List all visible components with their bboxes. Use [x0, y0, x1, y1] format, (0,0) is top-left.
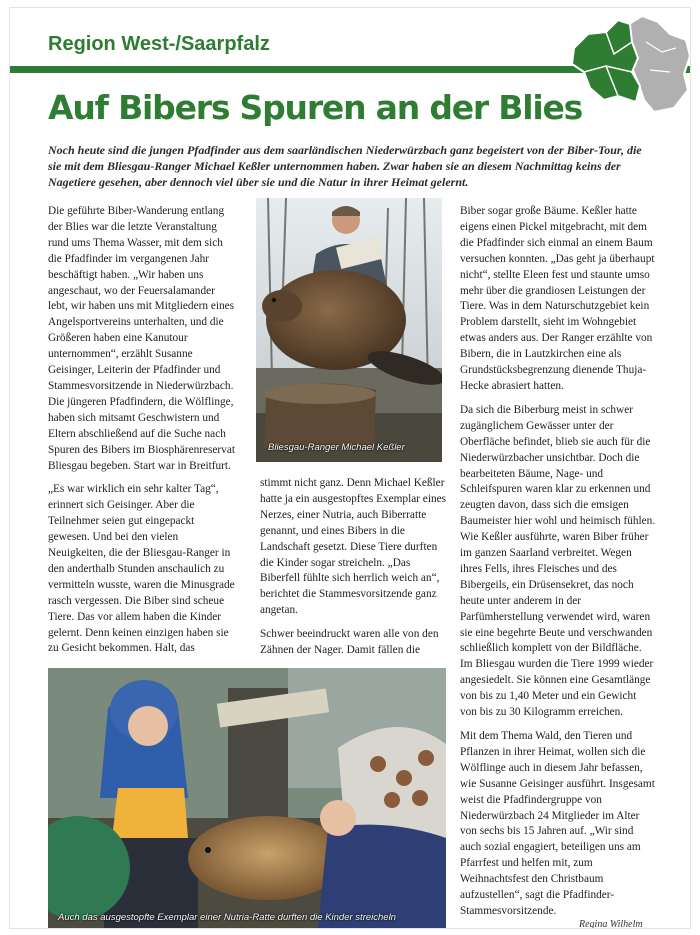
ranger-photo — [256, 198, 442, 462]
photo-caption: Bliesgau-Ranger Michael Keßler — [268, 442, 405, 453]
paragraph: stimmt nicht ganz. Denn Michael Keßler hatte ja ein ausgestopftes Exemplar eines Nerzes, einer Nutria, auch Biberratte genannt, und eines Bibers in die Landschaft gesetzt. Diese Tiere durften die Kinder sogar streicheln. „Das Biberfell fühlte sich herrlich weich an“, berichtet die Stammesvorsitzende ganz angetan. — [260, 477, 447, 617]
magazine-page — [10, 8, 690, 928]
paragraph: Da sich die Biberburg meist in schwer zugänglichem Gewässer unter der Oberfläche befindet, blieb sie auch für die Niederwürzbacher unsichtbar. Doch die bearbeiteten Bäume, Nage- und Schleifspuren waren klar zu erkennen und zeugten davon, dass sich die emsigen Baumeister hier wohl und heimisch fühlen. Wie Keßler ausführte, waren Biber früher im ganzen Saarland verbreitet. Wegen ihres Fells, ihres Fleisches und des Bibergeils, ein Drüsensekret, das noch heute unter anderem in der Parfümherstellung verwendet wird, waren sie eine begehrte Beute und verschwanden schließlich komplett von der Bildfläche. Im Bliesgau wurden die Tiere 1999 wieder angesiedelt. Sie können eine Gesamtlänge von bis zu 1,40 Meter und ein Gewicht von bis zu 30 Kilogramm erreichen. — [460, 403, 656, 719]
photo-caption: Auch das ausgestopfte Exemplar einer Nutria-Ratte durften die Kinder streicheln — [58, 912, 396, 923]
text-column-3 — [460, 204, 656, 928]
paragraph: Schwer beeindruckt waren alle von den Zähnen der Nager. Damit fällen die — [260, 628, 439, 657]
paragraph: Biber sogar große Bäume. Keßler hatte eigens einen Pickel mitgebracht, mit dem die Pfadfinder sich einmal an einem Baum versuchen konnten. „Das geht ja überhaupt nicht“, stellte Eleen fest und staunte umso mehr über die grandiosen Leistungen der Tiere. Was in dem Naturschutzgebiet kein Problem darstellt, sieht im Wohngebiet etwas anders aus. Der Ranger erzählte von Bibern, die in Lautzkirchen eine als Grundstücksbegrenzung dienende Thuja-Hecke abrasiert hatten. — [460, 205, 655, 392]
author-signature: Regina Wilhelm — [579, 919, 643, 928]
text-column-1 — [48, 204, 236, 665]
children-photo — [48, 668, 446, 928]
saarland-region-map-icon — [566, 12, 690, 114]
section-label: Region West-/Saarpfalz — [48, 33, 270, 55]
article-lead: Noch heute sind die jungen Pfadfinder aus dem saarländischen Niederwürzbach ganz begeistert von der Biber-Tour, die sie mit dem Bliesgau-Ranger Michael Keßler unternommen haben. Zwar haben sie an diesem Nachmittag keins der Nagetiere gesehen, aber dennoch viel über sie und die Natur in ihrer Heimat gelernt. — [48, 143, 642, 189]
paragraph: „Es war wirklich ein sehr kalter Tag“, erinnert sich Geisinger. Aber die Teilnehmer seien gut eingepackt gewesen. Und bei den vielen Neuigkeiten, die der Bliesgau-Ranger in den anderthalb Stunden anschaulich zu vermitteln wusste, waren die Minusgrade rasch vergessen. Die Biber sind scheue Tiere. Das vor allem haben die Kinder gelernt. Denn keinen einzigen haben sie zu Gesicht bekommen. Halt, das — [48, 483, 235, 655]
text-column-2 — [260, 476, 448, 667]
paragraph: Die geführte Biber-Wanderung entlang der Blies war die letzte Veranstaltung rund ums Thema Wasser, mit dem sich die Pfadfinder im vergangenen Jahr beschäftigt haben. „Wir haben uns angeschaut, wo der Feuersalamander lebt, wir haben uns mit Mitgliedern eines Angelsportvereins unterhalten, und die Größeren haben eine Kanutour unternommen“, erzählt Susanne Geisinger, Leiterin der Pfadfinder und Stammesvorsitzende in Niederwürzbach. Die jüngeren Pfadfindern, die Wölflinge, haben sich mitsamt Geschwistern und Eltern abschließend auf die Suche nach Spuren des Bibers im Biosphärenreservat Bliesgau begeben. Start war in Breitfurt. — [48, 205, 235, 472]
paragraph: Mit dem Thema Wald, den Tieren und Pflanzen in ihrer Heimat, wollen sich die Wölflinge auch in diesem Jahr befassen, wie Susanne Geisinger ausführt. Insgesamt weist die Pfadfindergruppe von Niederwürzbach 24 Mitglieder im Alter von sechs bis 15 Jahren auf. „Wir sind auch sozial engagiert, beteiligen uns am Pfarrfest und helfen mit, zum Weihnachtsfest den Christbaum aufzustellen“, sagt die Pfadfinder-Stammesvorsitzende. — [460, 730, 655, 917]
article-title: Auf Bibers Spuren an der Blies — [48, 88, 583, 127]
